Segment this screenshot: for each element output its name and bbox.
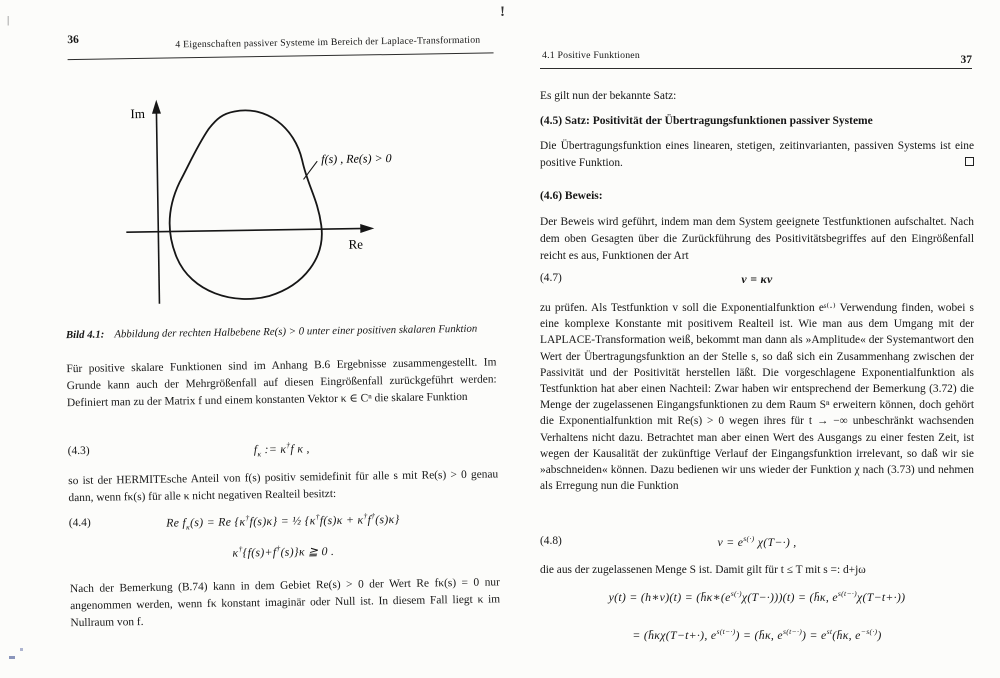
im-axis-arrowhead bbox=[152, 100, 161, 114]
equation-row-4-3 bbox=[68, 438, 496, 460]
equation-row-4-4-continued bbox=[69, 541, 497, 563]
paragraph: die aus der zugelassenen Menge S ist. Damit gilt für t ≤ T mit s =: d+jω bbox=[540, 564, 866, 576]
equation-row-4-8 bbox=[540, 535, 974, 550]
header-rule-right bbox=[540, 68, 972, 69]
figure-caption-label: Bild 4.1: bbox=[65, 328, 105, 342]
figure-caption-text: Abbildung der rechten Halbebene Re(s) > 0 unter einer positiven skalaren Funktion bbox=[114, 322, 478, 341]
scan-artifact-edge-tick: | bbox=[7, 14, 10, 26]
scan-artifact-blue-mark bbox=[9, 656, 15, 659]
im-axis bbox=[156, 108, 159, 304]
paragraph: Für positive skalare Funktionen sind im Anhang B.6 Ergebnisse zusammengestellt. Im Grunde kann auch der Mehrgrößenfall auf diesen Eingrößenfall zurückgeführt werden: Definiert man zu der Matrix f und einem konstanten Vektor κ ∈ Cⁿ die skalare Funktion bbox=[66, 356, 497, 410]
paragraph: so ist der HERMITEsche Anteil von f(s) positiv semidefinit für alle s mit Re(s) > 0 genau dann, wenn fκ(s) für alle κ nicht negativen Realteil besitzt: bbox=[68, 468, 499, 505]
re-axis-arrowhead bbox=[360, 224, 374, 233]
halfplane-mapping-figure bbox=[116, 74, 420, 319]
equation-number-4-4: (4.4) bbox=[68, 516, 91, 530]
equation-number-4-7: (4.7) bbox=[540, 272, 562, 284]
figure-caption bbox=[66, 320, 554, 344]
qed-box bbox=[965, 157, 974, 166]
display-equation-line2: = (h̄κχ(T−t+·), $e^{s(t-\cdot)}$) = (h̄κ, $e^{s(t-\cdot)}$) = $e^{st}(h̄\kappa$, $e^{-s(\cdot)}$) bbox=[632, 627, 882, 642]
paragraph: zu prüfen. Als Testfunktion v soll die Exponentialfunktion eˢ⁽·⁾ Verwendung finden, wobei s eine komplexe Konstante mit positivem Realteil ist. Wie man aus dem Umgang mit der LAPLACE-Transformation weiß, bekommt man dann als »Amplitude« der Systemantwort den Wert der Übertragungsfunktion an der Stelle s, so daß sich ein Zusammenhang zwischen der Passivität und der Positivität herstellen läßt. Die vorgeschlagene Exponentialfunktion als Testfunktion hat aber einen Nachteil: Zwar haben wir entsprechend der Bemerkung (3.72) die Menge der zugelassenen Eingangsfunktionen zu dem Raum Sⁿ erweitern können, doch gehört die Exponentialfunktion mit Re(s) > 0 wegen ihres für t → −∞ unbeschränkt wachsenden Verhaltens nicht dazu. Betrachtet man aber einen Wert des Ausgangs zu einer festen Zeit, ist wegen der Kausalität der zukünftige Verlauf der Eingangsfunktion irrelevant, so daß wir sie »abschneiden« können. Dazu bedienen wir uns wieder der Funktion χ nach (3.73) und nehmen als Erregung nun die Funktion bbox=[540, 302, 974, 493]
theorem-heading: (4.5) Satz: Positivität der Übertragungsfunktionen passiver Systeme bbox=[540, 115, 873, 127]
header-rule-left bbox=[68, 52, 494, 60]
mapped-region-blob bbox=[168, 109, 323, 300]
left-page bbox=[23, 14, 511, 666]
display-equation-row-2 bbox=[540, 628, 974, 643]
equation-4-4-line2: κ†{f(s)+f†(s)}κ ≧ 0 . bbox=[232, 543, 335, 560]
paragraph: Der Beweis wird geführt, indem man dem System geeignete Testfunktionen aufschaltet. Nach dem oben Gesagten über die Zurückführung des Positivitätsbegriffes auf den Eingrößenfall reicht es aus, Funktionen der Art bbox=[540, 216, 974, 262]
equation-4-4-line1: Re $f_\kappa(s) = Re$ {κ†f(s)κ} = ½ {κ†f(s)κ + κ†f†(s)κ} bbox=[166, 511, 400, 532]
scan-artifact-blue-dot bbox=[20, 648, 23, 651]
re-axis-label: Re bbox=[348, 236, 364, 252]
theorem-body: Die Übertragungsfunktion eines linearen, stetigen, zeitinvarianten, passiven Systems ist eine positive Funktion. bbox=[540, 140, 974, 169]
figure-bild-4-1 bbox=[116, 74, 420, 319]
paragraph: Es gilt nun der bekannte Satz: bbox=[540, 90, 677, 102]
equation-number-4-3: (4.3) bbox=[67, 444, 90, 458]
scan-artifact-exclamation: ! bbox=[500, 4, 505, 20]
paragraph: Nach der Bemerkung (B.74) kann in dem Gebiet Re(s) > 0 der Wert Re fκ(s) = 0 nur angenommen werden, wenn fκ konstant imaginär oder Null ist. In diesem Fall liegt κ im Nullraum von f. bbox=[69, 576, 501, 630]
right-page bbox=[532, 30, 980, 670]
equation-4-3: $f_\kappa$ := κ†f κ , bbox=[253, 440, 310, 459]
region-label: f(s) , Re(s) > 0 bbox=[321, 151, 392, 167]
display-equation-line1: y(t) = (h∗v)(t) = $(h̄\kappa∗(e^{s(\cdot)}\chi(T-\cdot)))(t)$ = (h̄κ, $e^{s(t-\cdot)}\chi(T-t+\cdot)$) bbox=[608, 589, 906, 604]
running-header-right: 4.1 Positive Funktionen bbox=[542, 50, 640, 61]
im-axis-label: Im bbox=[130, 105, 146, 122]
display-equation-row-1 bbox=[540, 590, 974, 605]
page-number-left: 36 bbox=[67, 33, 79, 47]
re-axis bbox=[126, 228, 366, 232]
running-header-left: 4 Eigenschaften passiver Systeme im Bereich der Laplace-Transformation bbox=[175, 34, 481, 51]
equation-number-4-8: (4.8) bbox=[540, 535, 562, 547]
proof-heading: (4.6) Beweis: bbox=[540, 190, 603, 202]
equation-row-4-7 bbox=[540, 272, 974, 287]
equation-4-7: v = κv bbox=[741, 272, 773, 286]
equation-4-8: $v = e^{s(\cdot)}$ χ(T−·) , bbox=[717, 534, 797, 549]
equation-row-4-4 bbox=[69, 510, 497, 532]
page-number-right: 37 bbox=[960, 54, 972, 66]
